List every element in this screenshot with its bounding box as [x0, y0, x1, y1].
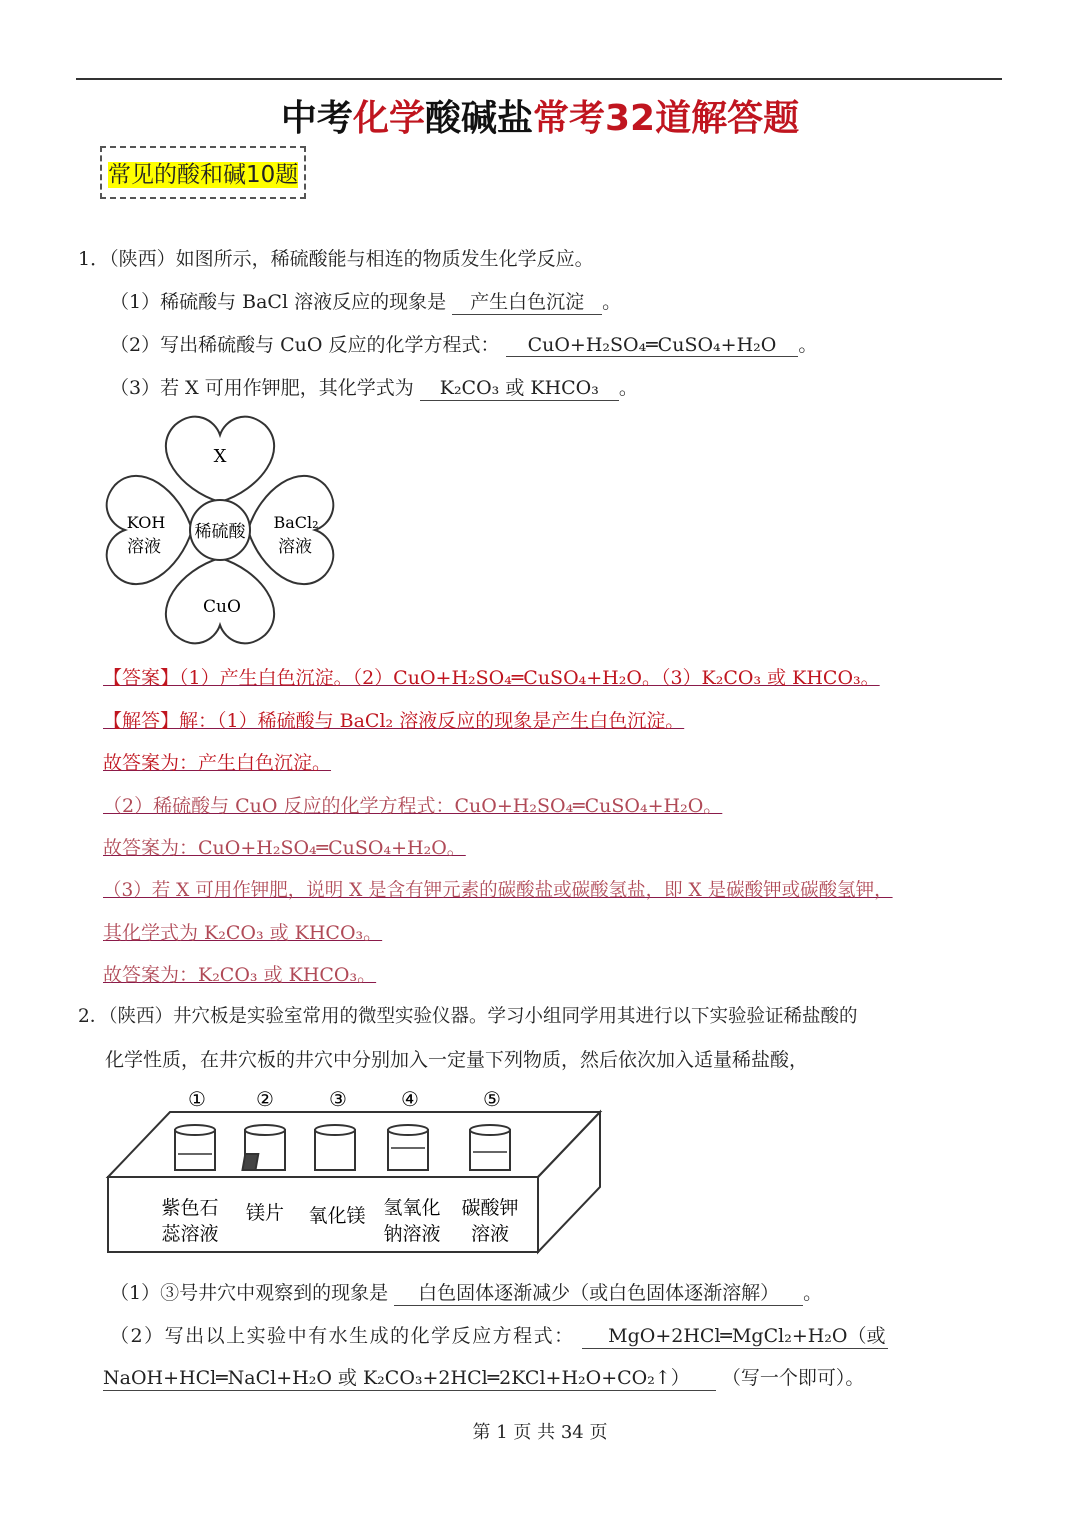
well-label-4a: 氢氧化: [383, 1197, 441, 1219]
well-4: [388, 1125, 428, 1170]
q2-stem-2: 化学性质，在井穴板的井穴中分别加入一定量下列物质，然后依次加入适量稀盐酸，: [105, 1049, 809, 1071]
well-label-1a: 紫色石: [161, 1197, 219, 1219]
q2-part1: （1）③号井穴中观察到的现象是 白色固体逐渐减少（或白色固体逐渐溶解） 。: [110, 1278, 822, 1306]
q2-part2-cont: NaOH+HCl═NaCl+H₂O 或 K₂CO₃+2HCl═2KCl+H₂O+CO₂↑） （写一个即可）。: [103, 1363, 864, 1391]
flower-top-label: X: [213, 446, 227, 467]
q2-stem-1: 2．（陕西）井穴板是实验室常用的微型实验仪器。学习小组同学用其进行以下实验验证稀盐酸的: [78, 1006, 858, 1027]
q1-explain-5: （3）若 X 可用作钾肥，说明 X 是含有钾元素的碳酸盐或碳酸氢盐，即 X 是碳酸钾或碳酸氢钾，: [103, 880, 893, 901]
flower-left-label2: 溶液: [127, 537, 161, 557]
well-number-4: ④: [401, 1087, 419, 1111]
well-number-3: ③: [329, 1087, 347, 1111]
q1-stem: 1．（陕西）如图所示，稀硫酸能与相连的物质发生化学反应。: [78, 248, 594, 270]
well-5: [470, 1125, 510, 1170]
flower-right-label1: BaCl₂: [273, 513, 319, 532]
well-label-1b: 蕊溶液: [161, 1223, 219, 1245]
q1-explain-6: 其化学式为 K₂CO₃ 或 KHCO₃。: [103, 922, 383, 944]
q2-part2: （2）写出以上实验中有水生成的化学反应方程式： MgO+2HCl═MgCl₂+H₂O（或: [110, 1321, 888, 1349]
well-label-5b: 溶液: [470, 1223, 510, 1245]
q1-explain-3: （2）稀硫酸与 CuO 反应的化学方程式：CuO+H₂SO₄═CuSO₄+H₂O。: [103, 795, 723, 817]
q1-flower-figure: [100, 410, 340, 650]
well-3: [315, 1125, 355, 1170]
q2-well-plate-figure: [100, 1082, 610, 1260]
well-1: [175, 1125, 215, 1170]
well-label-4b: 钠溶液: [383, 1223, 441, 1245]
header-rule: [76, 78, 1002, 80]
flower-left-label1: KOH: [126, 513, 166, 532]
well-label-5a: 碳酸钾: [461, 1197, 519, 1219]
flower-center-label: 稀硫酸: [194, 522, 246, 542]
q1-part3: （3）若 X 可用作钾肥，其化学式为 K₂CO₃ 或 KHCO₃ 。: [110, 373, 638, 401]
well-2: [242, 1125, 285, 1170]
q1-part1: （1）稀硫酸与 BaCl 溶液反应的现象是 产生白色沉淀 。: [110, 287, 621, 315]
q1-part2: （2）写出稀硫酸与 CuO 反应的化学方程式： CuO+H₂SO₄═CuSO₄+H₂O 。: [110, 334, 818, 356]
plate-side: [538, 1112, 600, 1252]
page-footer: 第 1 页 共 34 页: [472, 1422, 608, 1443]
well-number-2: ②: [256, 1087, 274, 1111]
q1-answer: 【答案】（1）产生白色沉淀。（2）CuO+H₂SO₄═CuSO₄+H₂O。（3）K₂CO₃ 或 KHCO₃。: [103, 667, 880, 689]
well-label-2: 镁片: [245, 1202, 285, 1224]
page-title: 中考化学酸碱盐常考32道解答题: [280, 98, 800, 139]
q1-explain-2: 故答案为：产生白色沉淀。: [103, 752, 332, 774]
flower-right-label2: 溶液: [278, 537, 312, 557]
well-label-3: 氧化镁: [308, 1205, 366, 1227]
well-number-5: ⑤: [483, 1087, 501, 1111]
section-label: 常见的酸和碱10题: [100, 146, 306, 199]
q1-explain-1: 【解答】解：（1）稀硫酸与 BaCl₂ 溶液反应的现象是产生白色沉淀。: [103, 710, 685, 732]
q1-explain-4: 故答案为：CuO+H₂SO₄═CuSO₄+H₂O。: [103, 837, 466, 859]
q1-explain-7: 故答案为：K₂CO₃ 或 KHCO₃。: [103, 964, 377, 986]
well-number-1: ①: [188, 1087, 206, 1111]
flower-bottom-label: CuO: [203, 597, 241, 617]
